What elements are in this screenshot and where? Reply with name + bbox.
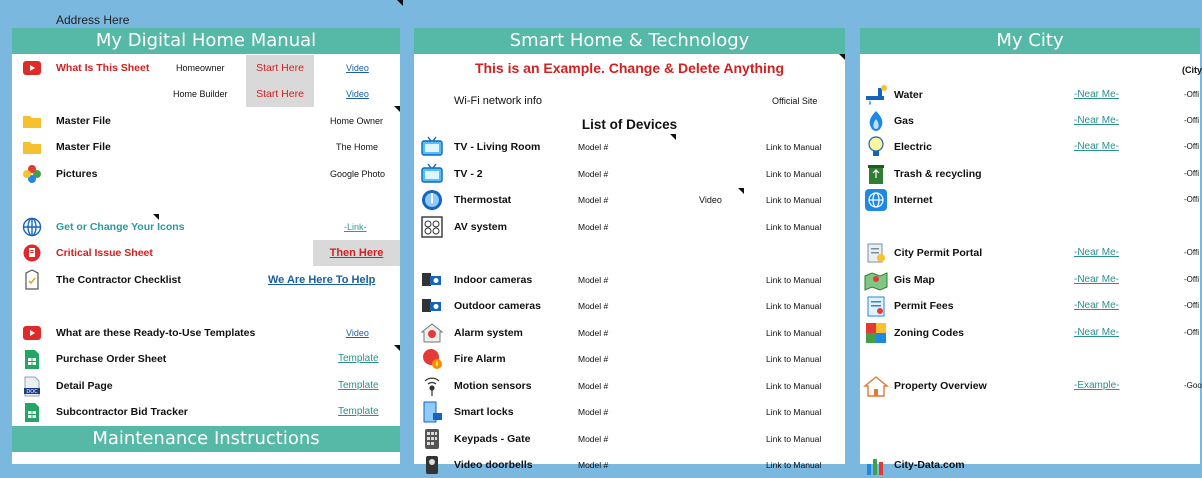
official-site-link[interactable]: -Offi xyxy=(1184,169,1199,178)
doc-icon xyxy=(22,376,42,396)
youtube-icon[interactable] xyxy=(22,58,42,78)
city-service-row xyxy=(860,240,1200,266)
device-row xyxy=(414,373,845,399)
templates-video-link[interactable]: Video xyxy=(346,328,369,338)
city-service-name: Property Overview xyxy=(894,380,987,392)
gis-map-icon xyxy=(863,270,889,290)
permit-portal-icon xyxy=(863,243,889,263)
sub-bid-row xyxy=(12,399,400,425)
detail-page-label: Detail Page xyxy=(56,380,113,392)
official-site-link[interactable]: -Offi xyxy=(1184,328,1199,337)
my-city-panel xyxy=(860,28,1202,471)
what-is-sheet-row xyxy=(12,55,400,81)
pictures-row[interactable] xyxy=(12,161,400,187)
model-number: Model # xyxy=(578,460,609,470)
home-builder-row xyxy=(12,81,400,107)
icons-row xyxy=(12,214,400,240)
av-system-icon xyxy=(420,217,444,237)
city-service-row xyxy=(860,161,1200,187)
city-service-name: Electric xyxy=(894,141,932,153)
link-to-manual[interactable]: Link to Manual xyxy=(766,195,822,205)
link-to-manual[interactable]: Link to Manual xyxy=(766,169,822,179)
city-header: (City xyxy=(1182,65,1202,75)
city-service-row xyxy=(860,134,1200,160)
alarm-icon xyxy=(420,323,444,343)
device-name: Thermostat xyxy=(454,194,512,206)
device-name: TV - Living Room xyxy=(454,141,541,153)
model-number: Model # xyxy=(578,275,609,285)
city-service-name: Gas xyxy=(894,115,914,127)
address-label: Address Here xyxy=(56,13,130,27)
master-file-label: Master File xyxy=(56,141,111,153)
purchase-order-label: Purchase Order Sheet xyxy=(56,353,167,365)
the-home-link[interactable]: The Home xyxy=(336,142,379,152)
device-name: Keypads - Gate xyxy=(454,433,531,445)
official-site-link[interactable]: -Goo xyxy=(1184,381,1202,390)
device-row xyxy=(414,161,845,187)
city-service-name: Zoning Codes xyxy=(894,327,964,339)
city-service-name: Permit Fees xyxy=(894,300,954,312)
device-name: Smart locks xyxy=(454,406,514,418)
link-to-manual[interactable]: Link to Manual xyxy=(766,460,822,470)
model-number: Model # xyxy=(578,222,609,232)
icons-link[interactable]: -Link- xyxy=(344,222,367,232)
sub-bid-template-link[interactable]: Template xyxy=(338,406,379,417)
thermostat-video-link[interactable]: Video xyxy=(699,195,722,205)
city-data-icon xyxy=(863,455,889,475)
link-to-manual[interactable]: Link to Manual xyxy=(766,301,822,311)
google-photo-link[interactable]: Google Photo xyxy=(330,169,386,179)
sheets-icon xyxy=(22,349,42,369)
city-service-row xyxy=(860,373,1200,399)
device-row xyxy=(414,399,845,425)
youtube-icon[interactable] xyxy=(22,323,42,343)
thermostat-icon xyxy=(420,190,444,210)
device-name: Video doorbells xyxy=(454,459,533,471)
folder-icon xyxy=(22,137,42,157)
master-file-home-row[interactable] xyxy=(12,134,400,160)
link-to-manual[interactable]: Link to Manual xyxy=(766,328,822,338)
near-me-link[interactable]: -Near Me- xyxy=(1074,327,1120,338)
city-service-name: Internet xyxy=(894,194,933,206)
outdoor-camera-icon xyxy=(420,296,444,316)
fire-alarm-icon xyxy=(420,349,444,369)
contractor-row xyxy=(12,267,400,293)
device-row xyxy=(414,293,845,319)
smart-home-panel xyxy=(414,28,845,471)
near-me-link[interactable]: -Near Me- xyxy=(1074,247,1120,258)
contractor-label: The Contractor Checklist xyxy=(56,274,181,286)
city-service-name: Gis Map xyxy=(894,274,935,286)
smart-lock-icon xyxy=(420,402,444,422)
city-service-row xyxy=(860,108,1200,134)
sub-bid-label: Subcontractor Bid Tracker xyxy=(56,406,188,418)
near-me-link[interactable]: -Near Me- xyxy=(1074,141,1120,152)
device-row xyxy=(414,346,845,372)
link-to-manual[interactable]: Link to Manual xyxy=(766,142,822,152)
house-icon xyxy=(863,376,889,396)
official-site-link[interactable]: -Offi xyxy=(1184,116,1199,125)
wifi-label: Wi-Fi network info xyxy=(454,95,543,107)
gas-flame-icon xyxy=(863,111,889,131)
globe-icon xyxy=(22,217,42,237)
model-number: Model # xyxy=(578,169,609,179)
city-service-name: Trash & recycling xyxy=(894,168,982,180)
purchase-template-link[interactable]: Template xyxy=(338,353,379,364)
model-number: Model # xyxy=(578,142,609,152)
city-service-name: City Permit Portal xyxy=(894,247,983,259)
internet-globe-icon xyxy=(863,190,889,210)
model-number: Model # xyxy=(578,195,609,205)
doorbell-icon xyxy=(420,455,444,475)
checklist-icon xyxy=(22,270,42,290)
what-is-sheet-label: What Is This Sheet xyxy=(56,62,150,74)
panel-title: Smart Home & Technology xyxy=(414,28,845,54)
photos-icon xyxy=(22,164,42,184)
device-row xyxy=(414,426,845,452)
home-manual-panel xyxy=(12,28,400,464)
homeowner-video-link[interactable]: Video xyxy=(346,63,369,73)
then-here-button[interactable]: Then Here xyxy=(313,240,400,266)
keypad-icon xyxy=(420,429,444,449)
device-name: Indoor cameras xyxy=(454,274,533,286)
clipboard-alert-icon xyxy=(22,243,42,263)
indoor-camera-icon xyxy=(420,270,444,290)
model-number: Model # xyxy=(578,301,609,311)
device-name: Motion sensors xyxy=(454,380,532,392)
official-site-link[interactable]: -Offi xyxy=(1184,248,1199,257)
folder-icon xyxy=(22,111,42,131)
device-row xyxy=(414,134,845,160)
home-owner-link[interactable]: Home Owner xyxy=(330,116,384,126)
official-site-link[interactable]: -Offi xyxy=(1184,195,1199,204)
city-service-row xyxy=(860,320,1200,346)
city-service-name: City-Data.com xyxy=(894,459,965,471)
link-to-manual[interactable]: Link to Manual xyxy=(766,354,822,364)
city-service-row xyxy=(860,293,1200,319)
icons-label: Get or Change Your Icons xyxy=(56,221,185,233)
model-number: Model # xyxy=(578,354,609,364)
city-service-row xyxy=(860,452,1200,478)
device-name: TV - 2 xyxy=(454,168,483,180)
example-banner: This is an Example. Change & Delete Anything xyxy=(474,60,785,76)
model-number: Model # xyxy=(578,328,609,338)
help-link[interactable]: We Are Here To Help xyxy=(268,274,376,286)
city-service-row xyxy=(860,187,1200,213)
official-site-link[interactable]: Official Site xyxy=(772,96,818,106)
official-site-link[interactable]: -Offi xyxy=(1184,90,1199,99)
device-name: Fire Alarm xyxy=(454,353,506,365)
city-service-row xyxy=(860,82,1200,108)
water-icon xyxy=(863,85,889,105)
device-row xyxy=(414,452,845,478)
home-builder-label: Home Builder xyxy=(173,89,228,99)
svg-text:DOC: DOC xyxy=(26,388,38,395)
recycle-bin-icon xyxy=(863,164,889,184)
permit-fees-icon xyxy=(863,296,889,316)
homeowner-label: Homeowner xyxy=(176,63,225,73)
critical-issue-label: Critical Issue Sheet xyxy=(56,247,153,259)
purchase-order-row xyxy=(12,346,400,372)
maintenance-title: Maintenance Instructions xyxy=(12,426,400,452)
model-number: Model # xyxy=(578,434,609,444)
templates-row xyxy=(12,320,400,346)
device-name: Outdoor cameras xyxy=(454,300,541,312)
start-here-homeowner-button[interactable]: Start Here xyxy=(246,55,314,81)
panel-title: My Digital Home Manual xyxy=(12,28,400,54)
builder-video-link[interactable]: Video xyxy=(346,89,369,99)
device-row xyxy=(414,320,845,346)
detail-template-link[interactable]: Template xyxy=(338,380,379,391)
near-me-link[interactable]: -Example- xyxy=(1074,380,1120,391)
model-number: Model # xyxy=(578,407,609,417)
master-file-owner-row[interactable] xyxy=(12,108,400,134)
sheets-icon xyxy=(22,402,42,422)
link-to-manual[interactable]: Link to Manual xyxy=(766,434,822,444)
device-name: AV system xyxy=(454,221,507,233)
device-row xyxy=(414,267,845,293)
motion-sensor-icon xyxy=(420,376,444,396)
comment-marker xyxy=(153,214,159,220)
device-name: Alarm system xyxy=(454,327,523,339)
near-me-link[interactable]: -Near Me- xyxy=(1074,89,1120,100)
list-of-devices-title: List of Devices xyxy=(581,117,678,132)
pictures-label: Pictures xyxy=(56,168,98,180)
wifi-row xyxy=(414,88,845,114)
link-to-manual[interactable]: Link to Manual xyxy=(766,275,822,285)
comment-marker xyxy=(397,0,403,6)
city-service-name: Water xyxy=(894,89,923,101)
link-to-manual[interactable]: Link to Manual xyxy=(766,381,822,391)
device-row xyxy=(414,214,845,240)
official-site-link[interactable]: -Offi xyxy=(1184,142,1199,151)
panel-title: My City xyxy=(860,28,1200,54)
tv-icon xyxy=(420,137,444,157)
link-to-manual[interactable]: Link to Manual xyxy=(766,407,822,417)
near-me-link[interactable]: -Near Me- xyxy=(1074,274,1120,285)
link-to-manual[interactable]: Link to Manual xyxy=(766,222,822,232)
master-file-label: Master File xyxy=(56,115,111,127)
device-row xyxy=(414,187,845,213)
city-service-row xyxy=(860,267,1200,293)
tv-icon xyxy=(420,164,444,184)
official-site-link[interactable]: -Offi xyxy=(1184,275,1199,284)
lightbulb-icon xyxy=(863,137,889,157)
detail-page-row xyxy=(12,373,400,399)
start-here-builder-button[interactable]: Start Here xyxy=(246,81,314,107)
near-me-link[interactable]: -Near Me- xyxy=(1074,300,1120,311)
official-site-link[interactable]: -Offi xyxy=(1184,301,1199,310)
templates-label: What are these Ready-to-Use Templates xyxy=(56,327,256,339)
zoning-icon xyxy=(863,323,889,343)
near-me-link[interactable]: -Near Me- xyxy=(1074,115,1120,126)
model-number: Model # xyxy=(578,381,609,391)
critical-issue-row xyxy=(12,240,400,266)
